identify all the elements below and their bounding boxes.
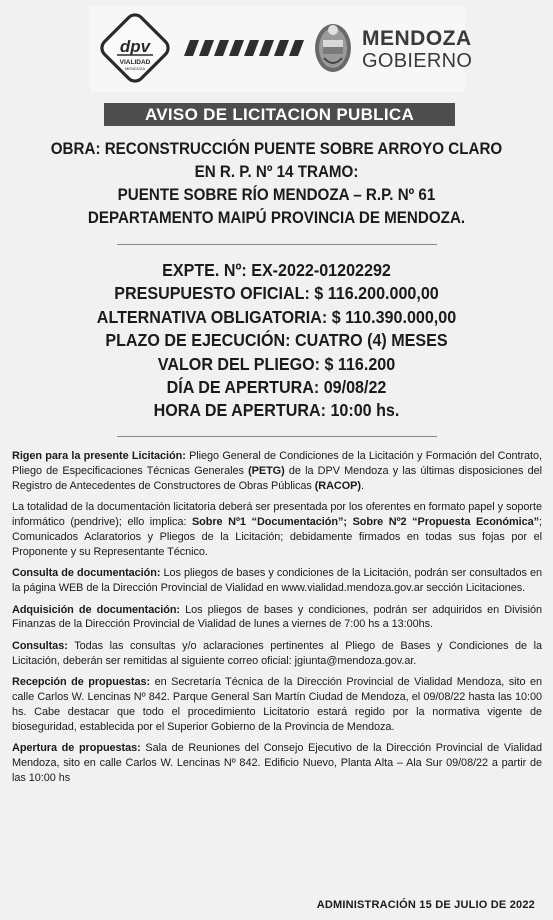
petg-term: (PETG) [248,464,285,477]
paragraph-documentacion: La totalidad de la documentación licitatoria deberá ser presentada por los oferentes en formato papel y soporte informático (pendrive); ello implica: Sobre Nº1 “Documentación”; Sobre Nº2 “Propuesta Económica”; Comunicados Aclaratorios y Pliegos de la Licitación; debidamente firmados en todas sus fojas por el Proponente y su Representante Técnico. [12,501,543,558]
notice-body [12,449,542,793]
spec-valor-pliego: VALOR DEL PLIEGO: $ 116.200 [157,353,396,374]
paragraph-recepcion: Recepción de propuestas: en Secretaría Técnica de la Dirección Provincial de Vialidad Mendoza, sito en calle Carlos W. Lencinas Nº 842. Parque General San Martín Ciudad de Mendoza, el 09/08/22 hasta las 10:00 hs. Cabe destacar que todo el procedimiento Licitatorio estará regido por la normativa vigente de bioseguridad, establecida por el Superior Gobierno de la Provincia de Mendoza. [12,676,543,733]
dpv-logo-sub2: MENDOZA [125,66,145,71]
paragraph-label: Recepción de propuestas: [12,676,151,689]
footer-signature: ADMINISTRACIÓN 15 DE JULIO DE 2022 [316,899,535,911]
mendoza-coat-of-arms-icon [312,18,354,76]
spec-dia-apertura: DÍA DE APERTURA: 09/08/22 [166,377,387,398]
divider-top [117,244,437,245]
road-stripes-graphic [180,40,310,56]
spec-alternativa: ALTERNATIVA OBLIGATORIA: $ 110.390.000,00 [96,306,457,327]
gov-logo-line1: MENDOZA [362,27,472,50]
spec-presupuesto: PRESUPUESTO OFICIAL: $ 116.200.000,00 [114,283,439,304]
spec-hora-apertura: HORA DE APERTURA: 10:00 hs. [153,400,400,421]
paragraph-consulta-documentacion: Consulta de documentación: Los pliegos de bases y condiciones de la Licitación, podrán ser consultados en la página WEB de la Dirección Provincial de Vialidad en www.vialidad.mendoza.gov.ar sección Licitaciones. [12,567,543,594]
work-title-line: DEPARTAMENTO MAIPÚ PROVINCIA DE MENDOZA. [87,209,466,227]
paragraph-label: Rigen para la presente Licitación: [12,450,186,462]
gov-logo-line2: GOBIERNO [362,50,473,72]
sobres-term: Sobre Nº1 “Documentación”; Sobre Nº2 “Propuesta Económica” [191,515,540,528]
work-title [41,138,513,230]
work-title-line: PUENTE SOBRE RÍO MENDOZA – R.P. Nº 61 [117,186,436,204]
paragraph-rigen: Rigen para la presente Licitación: Pliego General de Condiciones de la Licitación y Formación del Contrato, Pliego de Especificaciones Técnicas Generales (PETG) de la DPV Mendoza y las últimas disposiciones del Registro de Antecedentes de Constructores de Obras Públicas (RACOP). [12,450,542,492]
racop-term: (RACOP) [314,479,361,492]
dpv-vialidad-logo [95,8,175,88]
dpv-logo-text: dpv [119,37,151,56]
tender-specs [41,259,513,423]
work-title-line: EN R. P. Nº 14 TRAMO: [194,163,359,181]
work-title-line: OBRA: RECONSTRUCCIÓN PUENTE SOBRE ARROYO CLARO [50,140,503,158]
paragraph-label: Consultas: [12,639,68,652]
spec-plazo: PLAZO DE EJECUCIÓN: CUATRO (4) MESES [105,330,448,351]
spec-expediente: EXPTE. Nº: EX-2022-01202292 [162,260,391,280]
notice-banner: AVISO DE LICITACION PUBLICA [104,103,455,126]
divider-bottom [117,436,437,437]
paragraph-label: Consulta de documentación: [12,567,161,580]
paragraph-consultas: Consultas: Todas las consultas y/o aclaraciones pertinentes al Pliego de Bases y Condiciones de la Licitación, deberán ser remitidas al siguiente correo oficial: jgiunta@mendoza.gov.ar. [12,639,542,667]
mendoza-gobierno-logo [362,28,472,71]
paragraph-label: Adquisición de documentación: [12,603,180,616]
paragraph-adquisicion: Adquisición de documentación: Los pliegos de bases y condiciones, podrán ser adquiridos en División Finanzas de la Dirección Provincial de Vialidad de lunes a viernes de 7:00 hs a 13:00hs. [12,603,542,631]
paragraph-apertura: Apertura de propuestas: Sala de Reuniones del Consejo Ejecutivo de la Dirección Provincial de Vialidad Mendoza, sito en calle Carlos W. Lencinas Nº 842. Edificio Nuevo, Planta Alta – Ala Sur 09/08/22 a partir de las 10:00 hs [12,742,543,784]
dpv-logo-sub1: VIALIDAD [119,59,151,66]
paragraph-label: Apertura de propuestas: [12,742,141,755]
